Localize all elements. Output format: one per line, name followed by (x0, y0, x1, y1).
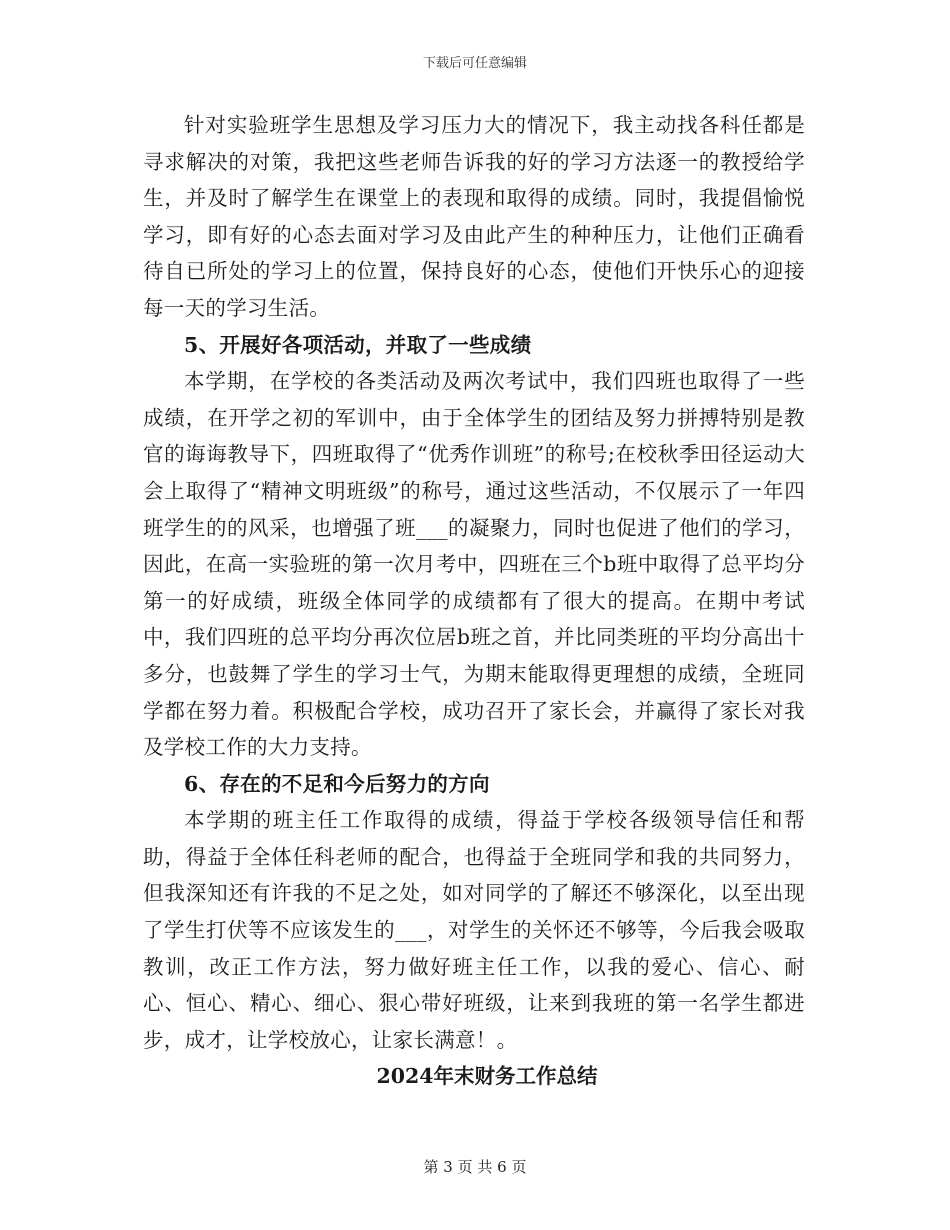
paragraph-shortcomings: 本学期的班主任工作取得的成绩，得益于学校各级领导信任和帮助，得益于全体任科老师的配合，也得益于全班同学和我的共同努力，但我深知还有许我的不足之处，如对同学的了解还不够深化，以至出现了学生打伏等不应该发生的___，对学生的关怀还不够等，今后我会吸取教训，改正工作方法，努力做好班主任工作，以我的爱心、信心、耐心、恒心、精心、细心、狠心带好班级，让来到我班的第一名学生都进步，成才，让学校放心，让家长满意！。 (143, 808, 805, 1052)
next-document-title: 2024年末财务工作总结 (376, 1064, 598, 1089)
section-heading-5: 5、开展好各项活动，并取了一些成绩 (184, 332, 532, 357)
page-header: 下载后可任意编辑 (422, 56, 527, 71)
page-footer: 第 3 页 共 6 页 (423, 1158, 527, 1176)
section-heading-6: 6、存在的不足和今后努力的方向 (184, 771, 490, 796)
paragraph-study-pressure: 针对实验班学生思想及学习压力大的情况下，我主动找各科任都是寻求解决的对策，我把这些老师告诉我的好的学习方法逐一的教授给学生，并及时了解学生在课堂上的表现和取得的成绩。同时，我提倡愉悦学习，即有好的心态去面对学习及由此产生的种种压力，让他们正确看待自已所处的学习上的位置，保持良好的心态，使他们开快乐心的迎接每一天的学习生活。 (143, 113, 805, 320)
document-body (143, 107, 805, 1095)
paragraph-activities: 本学期，在学校的各类活动及两次考试中，我们四班也取得了一些成绩，在开学之初的军训中，由于全体学生的团结及努力拼搏特别是教官的诲诲教导下，四班取得了“优秀作训班”的称号;在校秋季田径运动大会上取得了“精神文明班级”的称号，通过这些活动，不仅展示了一年四班学生的的风采，也增强了班___的凝聚力，同时也促进了他们的学习，因此，在高一实验班的第一次月考中，四班在三个b班中取得了总平均分第一的好成绩，班级全体同学的成绩都有了很大的提高。在期中考试中，我们四班的总平均分再次位居b班之首，并比同类班的平均分高出十多分，也鼓舞了学生的学习士气，为期末能取得更理想的成绩，全班同学都在努力着。积极配合学校，成功召开了家长会，并赢得了家长对我及学校工作的大力支持。 (143, 369, 805, 760)
